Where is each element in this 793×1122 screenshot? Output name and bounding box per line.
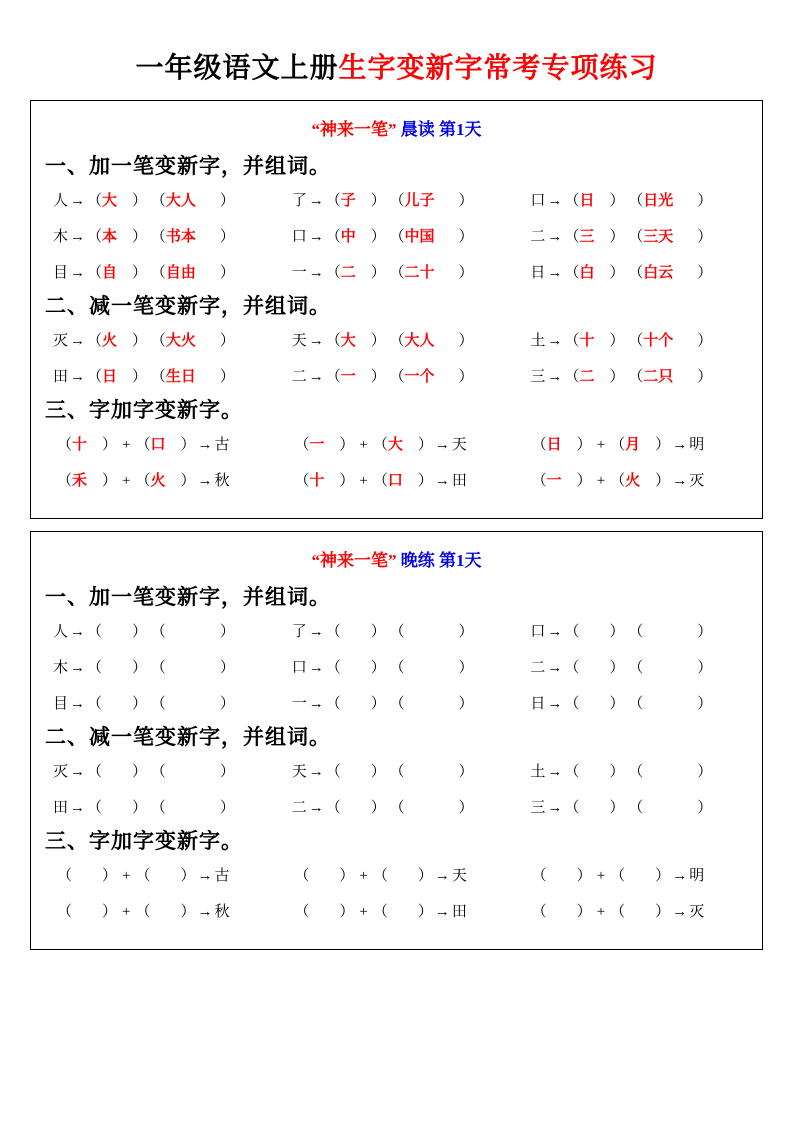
exercise-rows	[43, 619, 750, 717]
plus-icon: +	[122, 904, 131, 920]
item-base-char: 一	[291, 265, 307, 281]
arrow-icon: →	[547, 333, 563, 349]
answer-word-blank[interactable]	[405, 691, 459, 717]
exercise-row	[43, 224, 750, 250]
combo-left-blank[interactable]	[72, 899, 102, 925]
combo-result-char: 灭	[689, 473, 705, 489]
answer-word-blank[interactable]: 一个	[404, 369, 435, 385]
combo-right-blank[interactable]: 口	[387, 473, 403, 489]
arrow-icon: →	[434, 868, 450, 884]
plus-icon: +	[596, 868, 606, 884]
arrow-icon: →	[434, 437, 450, 453]
combo-item: （ ） + （ ） → 秋	[43, 899, 294, 925]
combo-right-blank[interactable]: 口	[150, 437, 166, 453]
answer-word-blank[interactable]: 中国	[404, 229, 435, 245]
answer-char-blank[interactable]: 火	[102, 333, 118, 349]
arrow-icon: →	[308, 696, 324, 712]
answer-word-blank[interactable]	[166, 655, 220, 681]
section-heading	[43, 546, 750, 571]
arrow-icon: →	[672, 904, 688, 920]
answer-word-blank[interactable]: 白云	[643, 265, 674, 281]
section-heading-title: “神来一笔”	[311, 120, 397, 139]
answer-word-blank[interactable]	[643, 759, 697, 785]
answer-word-blank[interactable]: 三天	[643, 229, 674, 245]
answer-char-blank[interactable]: 三	[579, 229, 595, 245]
combo-right-blank[interactable]	[625, 863, 655, 889]
sections-container	[30, 100, 763, 950]
item-base-char: 三	[530, 800, 546, 816]
answer-char-blank[interactable]	[579, 759, 609, 785]
answer-word-blank[interactable]: 大火	[165, 333, 196, 349]
exercise-item: 口 → （ 日 ） （ 日光 ）	[530, 188, 750, 214]
combo-row	[43, 468, 750, 494]
answer-word-blank[interactable]	[166, 619, 220, 645]
arrow-icon: →	[308, 369, 324, 385]
item-base-char: 二	[291, 800, 307, 816]
answer-word-blank[interactable]	[405, 655, 459, 681]
plus-icon: +	[359, 437, 368, 453]
plus-icon: +	[596, 904, 606, 920]
item-base-char: 人	[53, 624, 69, 640]
combo-row	[43, 432, 750, 458]
answer-char-blank[interactable]: 本	[102, 229, 118, 245]
answer-char-blank[interactable]	[102, 759, 132, 785]
arrow-icon: →	[308, 624, 324, 640]
answer-word-blank[interactable]: 生日	[165, 369, 196, 385]
exercise-item: 二 → （ ） （ ）	[292, 795, 531, 821]
answer-char-blank[interactable]	[579, 795, 609, 821]
combo-rows	[43, 432, 750, 494]
section-heading-title: “神来一笔”	[311, 551, 397, 570]
arrow-icon: →	[70, 265, 86, 281]
exercise-item: 一 → （ 二 ） （ 二十 ）	[292, 260, 531, 286]
answer-word-blank[interactable]: 书本	[165, 229, 196, 245]
combo-result-char: 灭	[689, 904, 705, 920]
combo-result-char: 古	[214, 868, 230, 884]
answer-char-blank[interactable]: 日	[102, 369, 118, 385]
worksheet-section	[30, 531, 763, 950]
page-title-grade: 一年级语文上册	[135, 53, 339, 84]
item-base-char: 一	[291, 696, 307, 712]
answer-word-blank[interactable]	[643, 691, 697, 717]
combo-result-char: 天	[451, 437, 467, 453]
item-base-char: 田	[53, 369, 69, 385]
arrow-icon: →	[308, 660, 324, 676]
answer-word-blank[interactable]	[643, 619, 697, 645]
exercise-item: 田 → （ ） （ ）	[43, 795, 292, 821]
answer-char-blank[interactable]	[102, 619, 132, 645]
section-heading-subtitle: 晚练 第1天	[400, 551, 482, 570]
combo-right-blank[interactable]	[388, 899, 418, 925]
exercise-item: 木 → （ ） （ ）	[43, 655, 292, 681]
answer-word-blank[interactable]	[643, 795, 697, 821]
combo-left-blank[interactable]	[547, 899, 577, 925]
combo-result-char: 明	[689, 437, 705, 453]
plus-icon: +	[359, 904, 368, 920]
answer-char-blank[interactable]	[579, 691, 609, 717]
answer-char-blank[interactable]	[341, 759, 371, 785]
exercise-item: 二 → （ ） （ ）	[530, 655, 750, 681]
worksheet-section	[30, 100, 763, 519]
combo-item: （ ） + （ ） → 灭	[532, 899, 750, 925]
arrow-icon: →	[672, 868, 688, 884]
arrow-icon: →	[672, 437, 688, 453]
item-base-char: 了	[291, 193, 307, 209]
answer-char-blank[interactable]: 大	[102, 193, 118, 209]
plus-icon: +	[122, 868, 131, 884]
item-base-char: 二	[530, 229, 546, 245]
answer-word-blank[interactable]	[166, 691, 220, 717]
answer-char-blank[interactable]: 中	[340, 229, 356, 245]
exercise-item: 口 → （ ） （ ）	[530, 619, 750, 645]
exercise-item: 了 → （ 子 ） （ 儿子 ）	[292, 188, 531, 214]
exercise-item: 灭 → （ 火 ） （ 大火 ）	[43, 328, 292, 354]
exercise-row	[43, 759, 750, 785]
arrow-icon: →	[308, 229, 324, 245]
exercise-rows	[43, 328, 750, 390]
answer-char-blank[interactable]: 一	[340, 369, 356, 385]
answer-word-blank[interactable]	[166, 795, 220, 821]
answer-word-blank[interactable]: 十个	[643, 333, 674, 349]
arrow-icon: →	[70, 193, 86, 209]
item-base-char: 了	[291, 624, 307, 640]
answer-char-blank[interactable]	[102, 655, 132, 681]
exercise-item: 田 → （ 日 ） （ 生日 ）	[43, 364, 292, 390]
combo-result-char: 田	[451, 473, 467, 489]
answer-word-blank[interactable]: 儿子	[404, 193, 435, 209]
arrow-icon: →	[308, 333, 324, 349]
exercise-row	[43, 364, 750, 390]
combo-item: （ ） + （ ） → 明	[532, 863, 750, 889]
answer-char-blank[interactable]	[341, 619, 371, 645]
combo-left-blank[interactable]	[309, 863, 339, 889]
exercise-item: 目 → （ ） （ ）	[43, 691, 292, 717]
plus-icon: +	[596, 473, 606, 489]
combo-item: （ ） + （ ） → 天	[294, 863, 531, 889]
arrow-icon: →	[547, 265, 563, 281]
arrow-icon: →	[547, 660, 563, 676]
plus-icon: +	[122, 437, 131, 453]
arrow-icon: →	[308, 764, 324, 780]
arrow-icon: →	[547, 193, 563, 209]
item-base-char: 目	[53, 265, 69, 281]
item-base-char: 口	[530, 624, 546, 640]
exercise-item: 土 → （ 十 ） （ 十个 ）	[530, 328, 750, 354]
plus-icon: +	[596, 437, 606, 453]
arrow-icon: →	[547, 229, 563, 245]
exercise-item: 灭 → （ ） （ ）	[43, 759, 292, 785]
combo-left-blank[interactable]: 日	[546, 437, 562, 453]
answer-word-blank[interactable]: 日光	[643, 193, 674, 209]
combo-result-char: 古	[214, 437, 230, 453]
combo-right-blank[interactable]: 火	[150, 473, 166, 489]
plus-icon: +	[122, 473, 131, 489]
answer-char-blank[interactable]: 十	[579, 333, 595, 349]
arrow-icon: →	[197, 473, 213, 489]
arrow-icon: →	[197, 437, 213, 453]
answer-char-blank[interactable]: 自	[102, 265, 118, 281]
arrow-icon: →	[70, 229, 86, 245]
combo-item: （ 禾 ） + （ 火 ） → 秋	[43, 468, 294, 494]
arrow-icon: →	[70, 764, 86, 780]
item-base-char: 口	[291, 229, 307, 245]
combo-row	[43, 863, 750, 889]
combo-right-blank[interactable]	[151, 899, 181, 925]
item-base-char: 口	[291, 660, 307, 676]
combo-left-blank[interactable]: 一	[546, 473, 562, 489]
arrow-icon: →	[70, 696, 86, 712]
exercise-item: 二 → （ 三 ） （ 三天 ）	[530, 224, 750, 250]
exercise-item: 了 → （ ） （ ）	[292, 619, 531, 645]
answer-char-blank[interactable]	[102, 795, 132, 821]
answer-word-blank[interactable]	[166, 759, 220, 785]
exercise-rows	[43, 759, 750, 821]
arrow-icon: →	[434, 904, 450, 920]
exercise-heading: 三、字加字变新字。	[45, 829, 243, 853]
answer-char-blank[interactable]: 二	[579, 369, 595, 385]
arrow-icon: →	[547, 800, 563, 816]
combo-result-char: 秋	[214, 473, 230, 489]
arrow-icon: →	[547, 624, 563, 640]
combo-item: （ 十 ） + （ 口 ） → 田	[294, 468, 531, 494]
item-base-char: 天	[291, 764, 307, 780]
exercise-row	[43, 655, 750, 681]
exercise-row	[43, 328, 750, 354]
arrow-icon: →	[434, 473, 450, 489]
exercise-item: 木 → （ 本 ） （ 书本 ）	[43, 224, 292, 250]
arrow-icon: →	[70, 333, 86, 349]
arrow-icon: →	[672, 473, 688, 489]
item-base-char: 田	[53, 800, 69, 816]
exercise-row	[43, 619, 750, 645]
item-base-char: 土	[530, 333, 546, 349]
item-base-char: 土	[530, 764, 546, 780]
arrow-icon: →	[308, 193, 324, 209]
answer-char-blank[interactable]: 二	[340, 265, 356, 281]
exercise-item: 日 → （ ） （ ）	[530, 691, 750, 717]
answer-char-blank[interactable]: 子	[340, 193, 356, 209]
page-title-topic: 生字变新字常考专项练习	[338, 53, 658, 84]
combo-item: （ 日 ） + （ 月 ） → 明	[532, 432, 750, 458]
combo-item: （ ） + （ ） → 古	[43, 863, 294, 889]
exercise-item: 目 → （ 自 ） （ 自由 ）	[43, 260, 292, 286]
exercise-heading: 一、加一笔变新字，并组词。	[45, 154, 331, 178]
item-base-char: 灭	[53, 333, 69, 349]
combo-result-char: 天	[451, 868, 467, 884]
item-base-char: 目	[53, 696, 69, 712]
exercise-item: 土 → （ ） （ ）	[530, 759, 750, 785]
exercise-row	[43, 691, 750, 717]
exercise-item: 天 → （ ） （ ）	[292, 759, 531, 785]
answer-word-blank[interactable]	[405, 619, 459, 645]
exercise-row	[43, 188, 750, 214]
exercise-heading: 一、加一笔变新字，并组词。	[45, 585, 331, 609]
combo-left-blank[interactable]: 十	[72, 437, 88, 453]
item-base-char: 天	[291, 333, 307, 349]
arrow-icon: →	[197, 868, 213, 884]
arrow-icon: →	[70, 800, 86, 816]
answer-char-blank[interactable]: 日	[579, 193, 595, 209]
item-base-char: 木	[53, 660, 69, 676]
combo-left-blank[interactable]: 十	[309, 473, 325, 489]
plus-icon: +	[359, 868, 368, 884]
item-base-char: 木	[53, 229, 69, 245]
item-base-char: 日	[530, 265, 546, 281]
item-base-char: 三	[530, 369, 546, 385]
answer-char-blank[interactable]	[579, 655, 609, 681]
page-title	[30, 46, 763, 86]
answer-char-blank[interactable]: 大	[340, 333, 356, 349]
combo-right-blank[interactable]: 火	[625, 473, 641, 489]
exercise-heading: 二、减一笔变新字，并组词。	[45, 725, 331, 749]
exercise-row	[43, 795, 750, 821]
combo-item: （ ） + （ ） → 田	[294, 899, 531, 925]
answer-word-blank[interactable]	[643, 655, 697, 681]
combo-left-blank[interactable]	[547, 863, 577, 889]
answer-word-blank[interactable]: 自由	[165, 265, 196, 281]
item-base-char: 口	[530, 193, 546, 209]
exercise-item: 日 → （ 白 ） （ 白云 ）	[530, 260, 750, 286]
combo-item: （ 十 ） + （ 口 ） → 古	[43, 432, 294, 458]
arrow-icon: →	[547, 696, 563, 712]
section-heading-subtitle: 晨读 第1天	[400, 120, 482, 139]
answer-word-blank[interactable]: 二只	[643, 369, 674, 385]
answer-char-blank[interactable]	[102, 691, 132, 717]
arrow-icon: →	[547, 764, 563, 780]
arrow-icon: →	[70, 660, 86, 676]
arrow-icon: →	[70, 624, 86, 640]
combo-right-blank[interactable]	[151, 863, 181, 889]
exercise-heading: 二、减一笔变新字，并组词。	[45, 294, 331, 318]
section-heading	[43, 115, 750, 140]
arrow-icon: →	[197, 904, 213, 920]
combo-left-blank[interactable]	[72, 863, 102, 889]
item-base-char: 日	[530, 696, 546, 712]
answer-word-blank[interactable]: 大人	[165, 193, 196, 209]
item-base-char: 灭	[53, 764, 69, 780]
answer-char-blank[interactable]: 白	[579, 265, 595, 281]
answer-word-blank[interactable]	[405, 795, 459, 821]
answer-word-blank[interactable]: 二十	[404, 265, 435, 281]
arrow-icon: →	[308, 800, 324, 816]
answer-char-blank[interactable]	[341, 691, 371, 717]
exercise-item: 三 → （ ） （ ）	[530, 795, 750, 821]
exercise-item: 口 → （ ） （ ）	[292, 655, 531, 681]
plus-icon: +	[359, 473, 368, 489]
answer-word-blank[interactable]	[405, 759, 459, 785]
combo-right-blank[interactable]: 大	[387, 437, 403, 453]
exercise-item: 人 → （ 大 ） （ 大人 ）	[43, 188, 292, 214]
exercise-heading: 三、字加字变新字。	[45, 398, 243, 422]
combo-row	[43, 899, 750, 925]
exercise-item: 二 → （ 一 ） （ 一个 ）	[292, 364, 531, 390]
combo-right-blank[interactable]	[388, 863, 418, 889]
item-base-char: 二	[291, 369, 307, 385]
exercise-row	[43, 260, 750, 286]
answer-char-blank[interactable]	[579, 619, 609, 645]
combo-result-char: 秋	[214, 904, 230, 920]
exercise-item: 一 → （ ） （ ）	[292, 691, 531, 717]
item-base-char: 人	[53, 193, 69, 209]
item-base-char: 二	[530, 660, 546, 676]
combo-right-blank[interactable]	[625, 899, 655, 925]
combo-left-blank[interactable]: 禾	[72, 473, 88, 489]
answer-word-blank[interactable]: 大人	[404, 333, 435, 349]
exercise-item: 三 → （ 二 ） （ 二只 ）	[530, 364, 750, 390]
exercise-item: 天 → （ 大 ） （ 大人 ）	[292, 328, 531, 354]
exercise-rows	[43, 188, 750, 286]
combo-right-blank[interactable]: 月	[625, 437, 641, 453]
combo-left-blank[interactable]: 一	[309, 437, 325, 453]
combo-left-blank[interactable]	[309, 899, 339, 925]
exercise-item: 口 → （ 中 ） （ 中国 ）	[292, 224, 531, 250]
arrow-icon: →	[308, 265, 324, 281]
combo-result-char: 明	[689, 868, 705, 884]
answer-char-blank[interactable]	[341, 795, 371, 821]
exercise-item: 人 → （ ） （ ）	[43, 619, 292, 645]
combo-item: （ 一 ） + （ 火 ） → 灭	[532, 468, 750, 494]
arrow-icon: →	[547, 369, 563, 385]
combo-item: （ 一 ） + （ 大 ） → 天	[294, 432, 531, 458]
arrow-icon: →	[70, 369, 86, 385]
combo-result-char: 田	[451, 904, 467, 920]
answer-char-blank[interactable]	[341, 655, 371, 681]
combo-rows	[43, 863, 750, 925]
